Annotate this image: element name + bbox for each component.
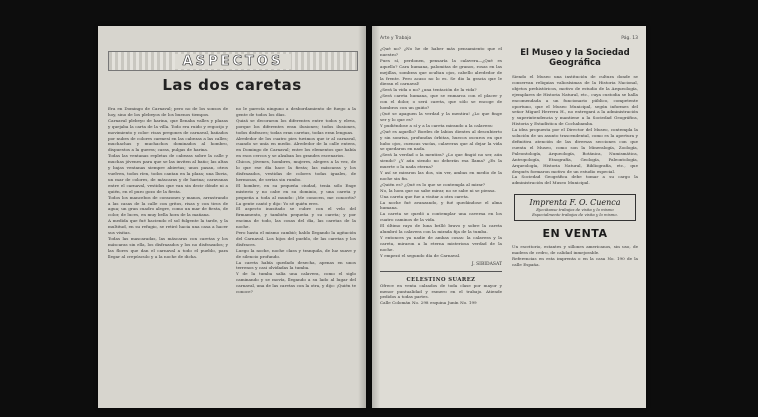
for-sale-heading: EN VENTA xyxy=(542,227,608,241)
printing-house-ad xyxy=(514,194,636,221)
paragraph: Todas las ventanas repletas de cabezas sobre la calle y muchas jóvenes para que se las inviten al baño; las altas y bajas ventanas siempre abiertas; unos pasan, otros vuelven, todos ríen, todos cantan en la plaza; una lluvia, un mar de colores, de máscaras y de harina; caravanas entre el carnaval, vestidos que van sin decir dónde ni a quién, en el puro gozo de la fiesta. xyxy=(108,153,228,194)
paragraph: La careta se quedó a contemplar una caverna en los cuatro caminos de la vida. xyxy=(380,211,502,223)
paragraph: ¿Quién es? ¿Qué es lo que se contempla al mirar? xyxy=(380,181,486,187)
paragraph: ¡Qué se apaguen la verdad y la mentira! ¿Lo que finge ser y lo que es? xyxy=(380,110,502,122)
paragraph: Todas las mascaradas, las máscaras con caretas y los máscaras sin ella, los disfrazados y los no disfrazados; y las flores que dan el carnaval a todo el pueblo, para llegar al crepúsculo y a la noche de dicha. xyxy=(108,235,228,259)
paragraph: No, la hora que no sabe mirar, no se sabe ni se piensa. xyxy=(380,187,496,193)
paragraph: El aspecto inusitado se cubre con el velo del firmamento, y también pequeña y su careta; y por encima de todo, las cosas del día, las caretas de la noche. xyxy=(236,206,356,230)
fold-shadow xyxy=(372,26,380,408)
paragraph: Todos los mancebos de corazones y manos, arrastrando a las casas de la calle con gritos, risas y con tiros de agua; un gran cuadro alegre, como un mar de fiesta, de color, de luces, en muy bella hora de la mañana. xyxy=(108,194,228,218)
paragraph: Y así se miraron las dos, sin ver, ambas en medio de la noche sin fin. xyxy=(380,170,502,181)
advertisement-address: Calle Colomán No. 298 esquina Junín No. 199 xyxy=(380,300,477,306)
left-columns xyxy=(108,106,356,400)
right-page xyxy=(372,26,646,408)
paragraph: Quizá se decoraron los diferentes entre todos y eleva, porque los diferentes eran ilusiones; todos ilusiones, todos disfraces; todas eran caretas, todas eran lenguas. xyxy=(236,117,356,135)
paragraph: Era en Domingo de Carnaval; pero no de los sonsos de hoy, sino de los plebeyos de los buenos tiempos. xyxy=(108,106,228,117)
paragraph: Y entonces ya nadie de ambas cosas: la calavera y la careta, miraron a la eterna misteriosa verdad de la noche. xyxy=(380,235,502,252)
paragraph: no le parecía ninguno a desbordamiento de fuego a la gente de todos los días. xyxy=(236,106,356,117)
left-column-2 xyxy=(236,106,356,400)
right-column-1 xyxy=(380,46,502,400)
paragraph: A medida que fué haciendo el sol fulgente la tarde, y la multitud, en su refugio, se retiró hacia una casa a hacer sus visitas. xyxy=(108,218,228,236)
paragraph: El último rayo de luna brilló bravo y sobre la careta alumbró la calavera con la mirada fija de la tumba. xyxy=(380,223,502,235)
divider xyxy=(380,271,502,272)
paragraph: Pero hasta el mismo cambió; hablo llegando la agitación del Carnaval. Los hijos del pueblo, de las caretas y los disfraces. xyxy=(236,230,356,247)
printing-house-name: Imprenta F. O. Cuenca xyxy=(529,198,621,208)
section-banner xyxy=(108,51,358,71)
paragraph: ¿Será careta humana, que se enmarca con el placer y con el dolor, o será careta, que sólo se encoge de hombros con un guiño? xyxy=(380,93,502,111)
paragraph: Y de la tumba salía una calavera, como el siglo caminando y se movía, llegando a su lado al lugar del carnaval, una de las caretas con la otra, y dijo: ¡Quién te conoce? xyxy=(236,271,356,295)
printing-house-line: Ejecútanse trabajos de visita y lo mismo xyxy=(536,207,614,213)
paragraph: La idea propuesta por el Director del Museo, contempla la solución de un asunto trascendental, como es la apertura y definitiva atención de las diversas secciones con que cuenta el Museo, como son la Mineralogía, Zoología, Paleontología, Arqueología, Botánica, Numismática, Antropología, Etnografía, Geología, Paleontología, Arqueología, Historia Natural, Bibliografía, etc., que después formaron motivo de un estudio especial. xyxy=(512,127,638,174)
paragraph: Alrededor de los cuatro pies tuvimos que ir al carnaval, cuando se unía en medio. Alrededor de la calle entera, en Domingo de Carnaval; entre los elementos que había en esos cercos y se alzaban los grandes escenarios. xyxy=(236,135,356,159)
section-label: ASPECTOS xyxy=(175,54,292,69)
paragraph: El hombre, en su pequeña ciudad, tenía sólo Enge misterio y no cabe en su dominio, y una careta y pequeña a toda al mundo: ¡Me conocen, me conocéis? La gente cantó y dijo: Yo sé quién eres. xyxy=(236,182,356,206)
running-header xyxy=(380,36,638,41)
paragraph: La noche fué avanzando, y fué quedándose el alma humana. xyxy=(380,199,502,211)
for-sale-reference: Referencias en esta imprenta o en la casa No. 190 de la calle España. xyxy=(512,256,638,267)
article-title: El Museo y la Sociedad Geográfica xyxy=(520,48,630,68)
page-number: Pág. 13 xyxy=(621,36,638,41)
running-title: Arte y Trabajo xyxy=(380,36,412,41)
paragraph: Una careta que fue a visitar a otra careta. xyxy=(380,193,469,199)
paragraph: Siendo el Museo una institución de cultura donde se conservan reliquias valiosísimas de la Historia Nacional, objetos prehistóricos, motivo de estudio de la Arqueología, ejemplares de Historia Natural, etc., cuya custodia se halla encomendada a un funcionario público, competente oportuno, que el Museo Municipal, según informes del señor Miguel Herrera H., no entregará a la administración y superintendencia y mantiene a la Sociedad Geográfica, Historia y Estadística de Cochabamba. xyxy=(512,74,638,127)
paragraph: ¿Será la vida o no? ¿una tentación de la vida? xyxy=(380,87,477,93)
paragraph: Chicos, jóvenes, hombres, mujeres, alegres a la vez, de lo que ese día hace la fiesta; las máscaras y los disfrazados, vestidas de colores todas iguales, de hermosas, de serias sin rumbo. xyxy=(236,159,356,182)
paragraph: La Sociedad Geográfica debe tomar a su cargo la administración del Museo Municipal. xyxy=(512,174,638,186)
advertisement-text: Ofrece en venta calzados de toda clase por mayor y menor puntualidad y esmero en el trabajo. Atiende pedidos a todas partes. xyxy=(380,282,502,300)
paragraph: Y pudiéndose a sí y a la careta mirando a la calavera: xyxy=(380,122,494,128)
fold-shadow xyxy=(358,26,366,408)
left-page xyxy=(98,26,366,408)
printing-house-line: Especialmente trabajos de visita y lo mismo. xyxy=(532,212,618,218)
article-title: Las dos caretas xyxy=(162,76,302,94)
paragraph: Pues sí, perdonen, pensaría la calavera—¿Qué es aquello? Cara humana, palomitas de granos, rosas en las mejillas, sombras que ocultan ojos, cabello alrededor de la frente. Pero acaso no lo es. Se dio la gracia que le dieran el carnaval! xyxy=(380,57,502,87)
paragraph: La careta había quedado desecha, apenas en unos terrenos y casi olvidadas la tumba. xyxy=(236,259,356,271)
closing-line: Y empezó el segundo día de Carnaval. xyxy=(380,252,461,258)
paragraph: ¿Qué no? ¿No he de haber más pensamiento que el nuestro? xyxy=(380,46,502,57)
advertiser-name: CELESTINO SUAREZ xyxy=(406,276,476,283)
right-column-2 xyxy=(512,46,638,400)
left-column-1 xyxy=(108,106,228,400)
paragraph: Carnaval plebeyo de harina, que llenaba valles y plazas y quejaba la carta de la villa. Todo era ruido y regocijo y movimiento y color: risas pregones de carnaval, bañados por nubes de colores carmesí en las cabezas a las calles; muchachas y muchachos dominados al hombro, dispuestos a la guerra; caras, pulgas de harina. xyxy=(108,117,228,153)
for-sale-text: Un escritorio, estantes y sillones americanos, sin uso, de madera de cedro, de calidad inmejorable. xyxy=(512,244,638,256)
paragraph: ¿Será la verdad o la mentira? ¿Lo que fingió no ser, aún siendo? ¿Y aún siendo no deberán esa llama? ¿Es la muerte o la nada eterna? xyxy=(380,152,502,170)
author-signature: J. SIBIDASAT xyxy=(471,261,502,267)
paragraph: Luego la noche, noche clara y tranquila, de luz suave y de silencio profundo. xyxy=(236,247,356,259)
paragraph: ¿Qué es aquello? Bordes de labios dientes al descubierto y sin sonrisa, profundas órbitas, huecos oscuros en que hubo ojos, cuencas vacías, calaveras que al dejar la vida se quedaron en nada. xyxy=(380,128,502,152)
